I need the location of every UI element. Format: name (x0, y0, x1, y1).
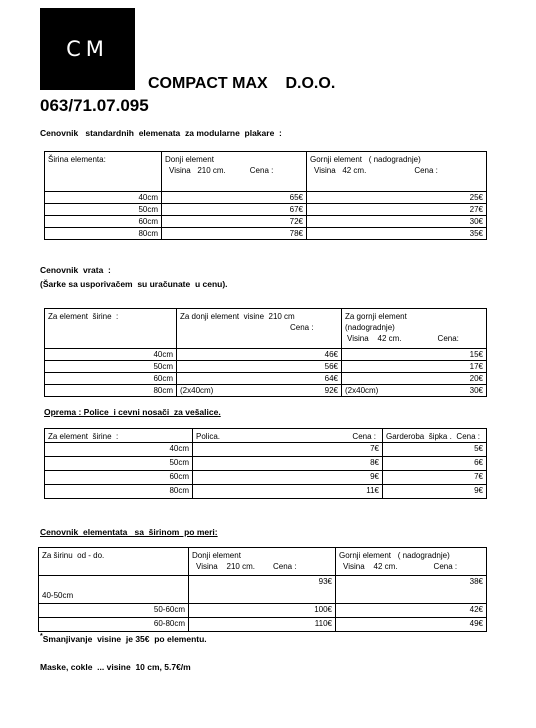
header-lower: Donji element Visina 210 cm. Cena : (162, 152, 307, 192)
table-row: 50cm 56€ 17€ (45, 361, 487, 373)
custom-width-table (38, 547, 487, 632)
table-row: 60cm 72€ 30€ (45, 216, 487, 228)
table-row: 40-50cm 93€ 38€ (39, 576, 487, 604)
masks-note: Maske, cokle ... visine 10 cm, 5.7€/m (40, 662, 191, 672)
table-row: 60-80cm 110€ 49€ (39, 618, 487, 632)
company-logo (40, 8, 135, 90)
header-lower: Za donji element visine 210 cm Cena : (177, 309, 342, 349)
table-row: 40cm 46€ 15€ (45, 349, 487, 361)
header-rail: Garderoba šipka . Cena : (383, 429, 487, 443)
phone-number: 063/71.07.095 (40, 96, 149, 115)
table-row: 50cm 8€ 6€ (45, 457, 487, 471)
header-upper: Gornji element ( nadogradnje) Visina 42 cm. Cena : (307, 152, 487, 192)
table-row: 50cm 67€ 27€ (45, 204, 487, 216)
section4-title: Cenovnik elementata sa širinom po meri: (40, 527, 218, 537)
table-row: 40cm 65€ 25€ (45, 192, 487, 204)
table-row: 80cm (2x40cm) 92€ (2x40cm) 30€ (45, 385, 487, 397)
table-row: 50-60cm 100€ 42€ (39, 604, 487, 618)
standard-elements-table (44, 151, 487, 240)
table-header (45, 309, 487, 349)
table-row: 40cm 7€ 5€ (45, 443, 487, 457)
table-row: 60cm 9€ 7€ (45, 471, 487, 485)
table-header (39, 548, 487, 576)
header-lower: Donji element Visina 210 cm. Cena : (189, 548, 336, 576)
table-row: 80cm 78€ 35€ (45, 228, 487, 240)
section1-title: Cenovnik standardnih elemenata za modularne plakare : (40, 128, 282, 138)
table-row: 80cm 11€ 9€ (45, 485, 487, 499)
header-width: Za element širine : (45, 309, 177, 349)
equipment-table (44, 428, 487, 499)
logo-text: CM (66, 37, 109, 61)
header-width: Za širinu od - do. (39, 548, 189, 576)
table-header (45, 152, 487, 192)
header-width: Širina elementa: (45, 152, 162, 192)
header-upper: Za gornji element (nadogradnje) Visina 42 cm. Cena: (342, 309, 487, 349)
company-name: COMPACT MAX D.O.O. (148, 75, 336, 92)
doors-table (44, 308, 487, 397)
header-upper: Gornji element ( nadogradnje) Visina 42 cm. Cena : (336, 548, 487, 576)
table-header (45, 429, 487, 443)
section2-title: Cenovnik vrata : (40, 265, 111, 275)
header-width: Za element širine : (45, 429, 193, 443)
header-shelf: Polica. Cena : (193, 429, 383, 443)
footnote: *Smanjivanje visine je 35€ po elementu. (40, 633, 207, 644)
table-row: 60cm 64€ 20€ (45, 373, 487, 385)
section3-title: Oprema : Police i cevni nosači za vešalice. (44, 407, 221, 417)
section2-note: (Šarke sa usporivačem su uračunate u cenu). (40, 279, 228, 289)
